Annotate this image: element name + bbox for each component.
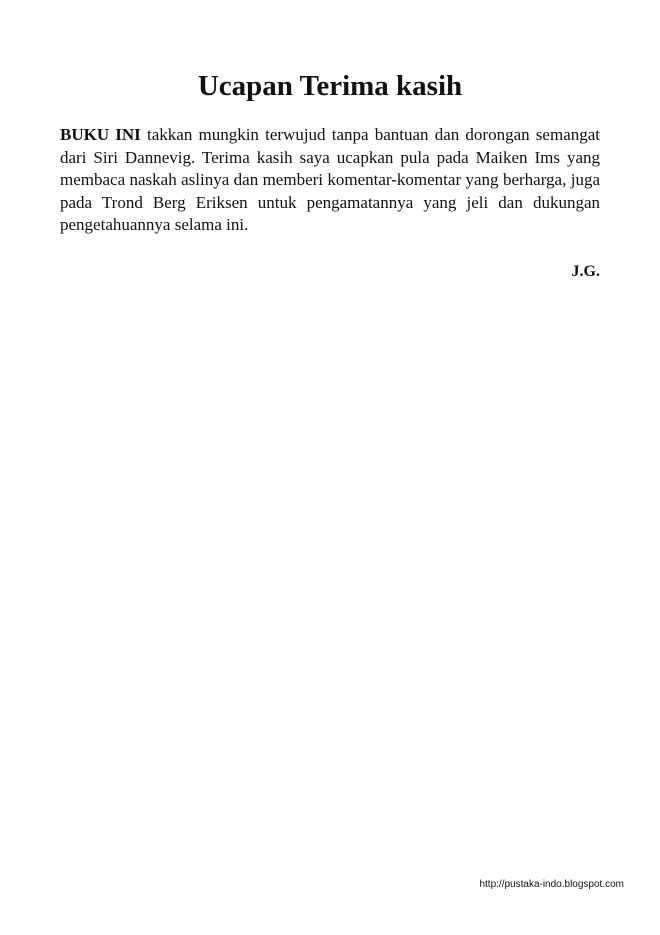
paragraph-text: takkan mungkin terwujud tanpa bantuan dan dorongan semangat dari Siri Dannevig. Terima kasih saya ucapkan pula pada Maiken Ims yang membaca naskah aslinya dan memberi komentar-komentar yang berharga, juga pada Trond Berg Eriksen untuk pengamatannya yang jeli dan dukungan pengetahuannya selama ini.	[60, 125, 601, 235]
acknowledgement-paragraph	[60, 124, 600, 237]
paragraph-lead: BUKU INI	[60, 125, 141, 144]
signature: J.G.	[571, 263, 600, 280]
footer-url: http://pustaka-indo.blogspot.com	[479, 879, 624, 890]
page-title: Ucapan Terima kasih	[197, 70, 463, 102]
